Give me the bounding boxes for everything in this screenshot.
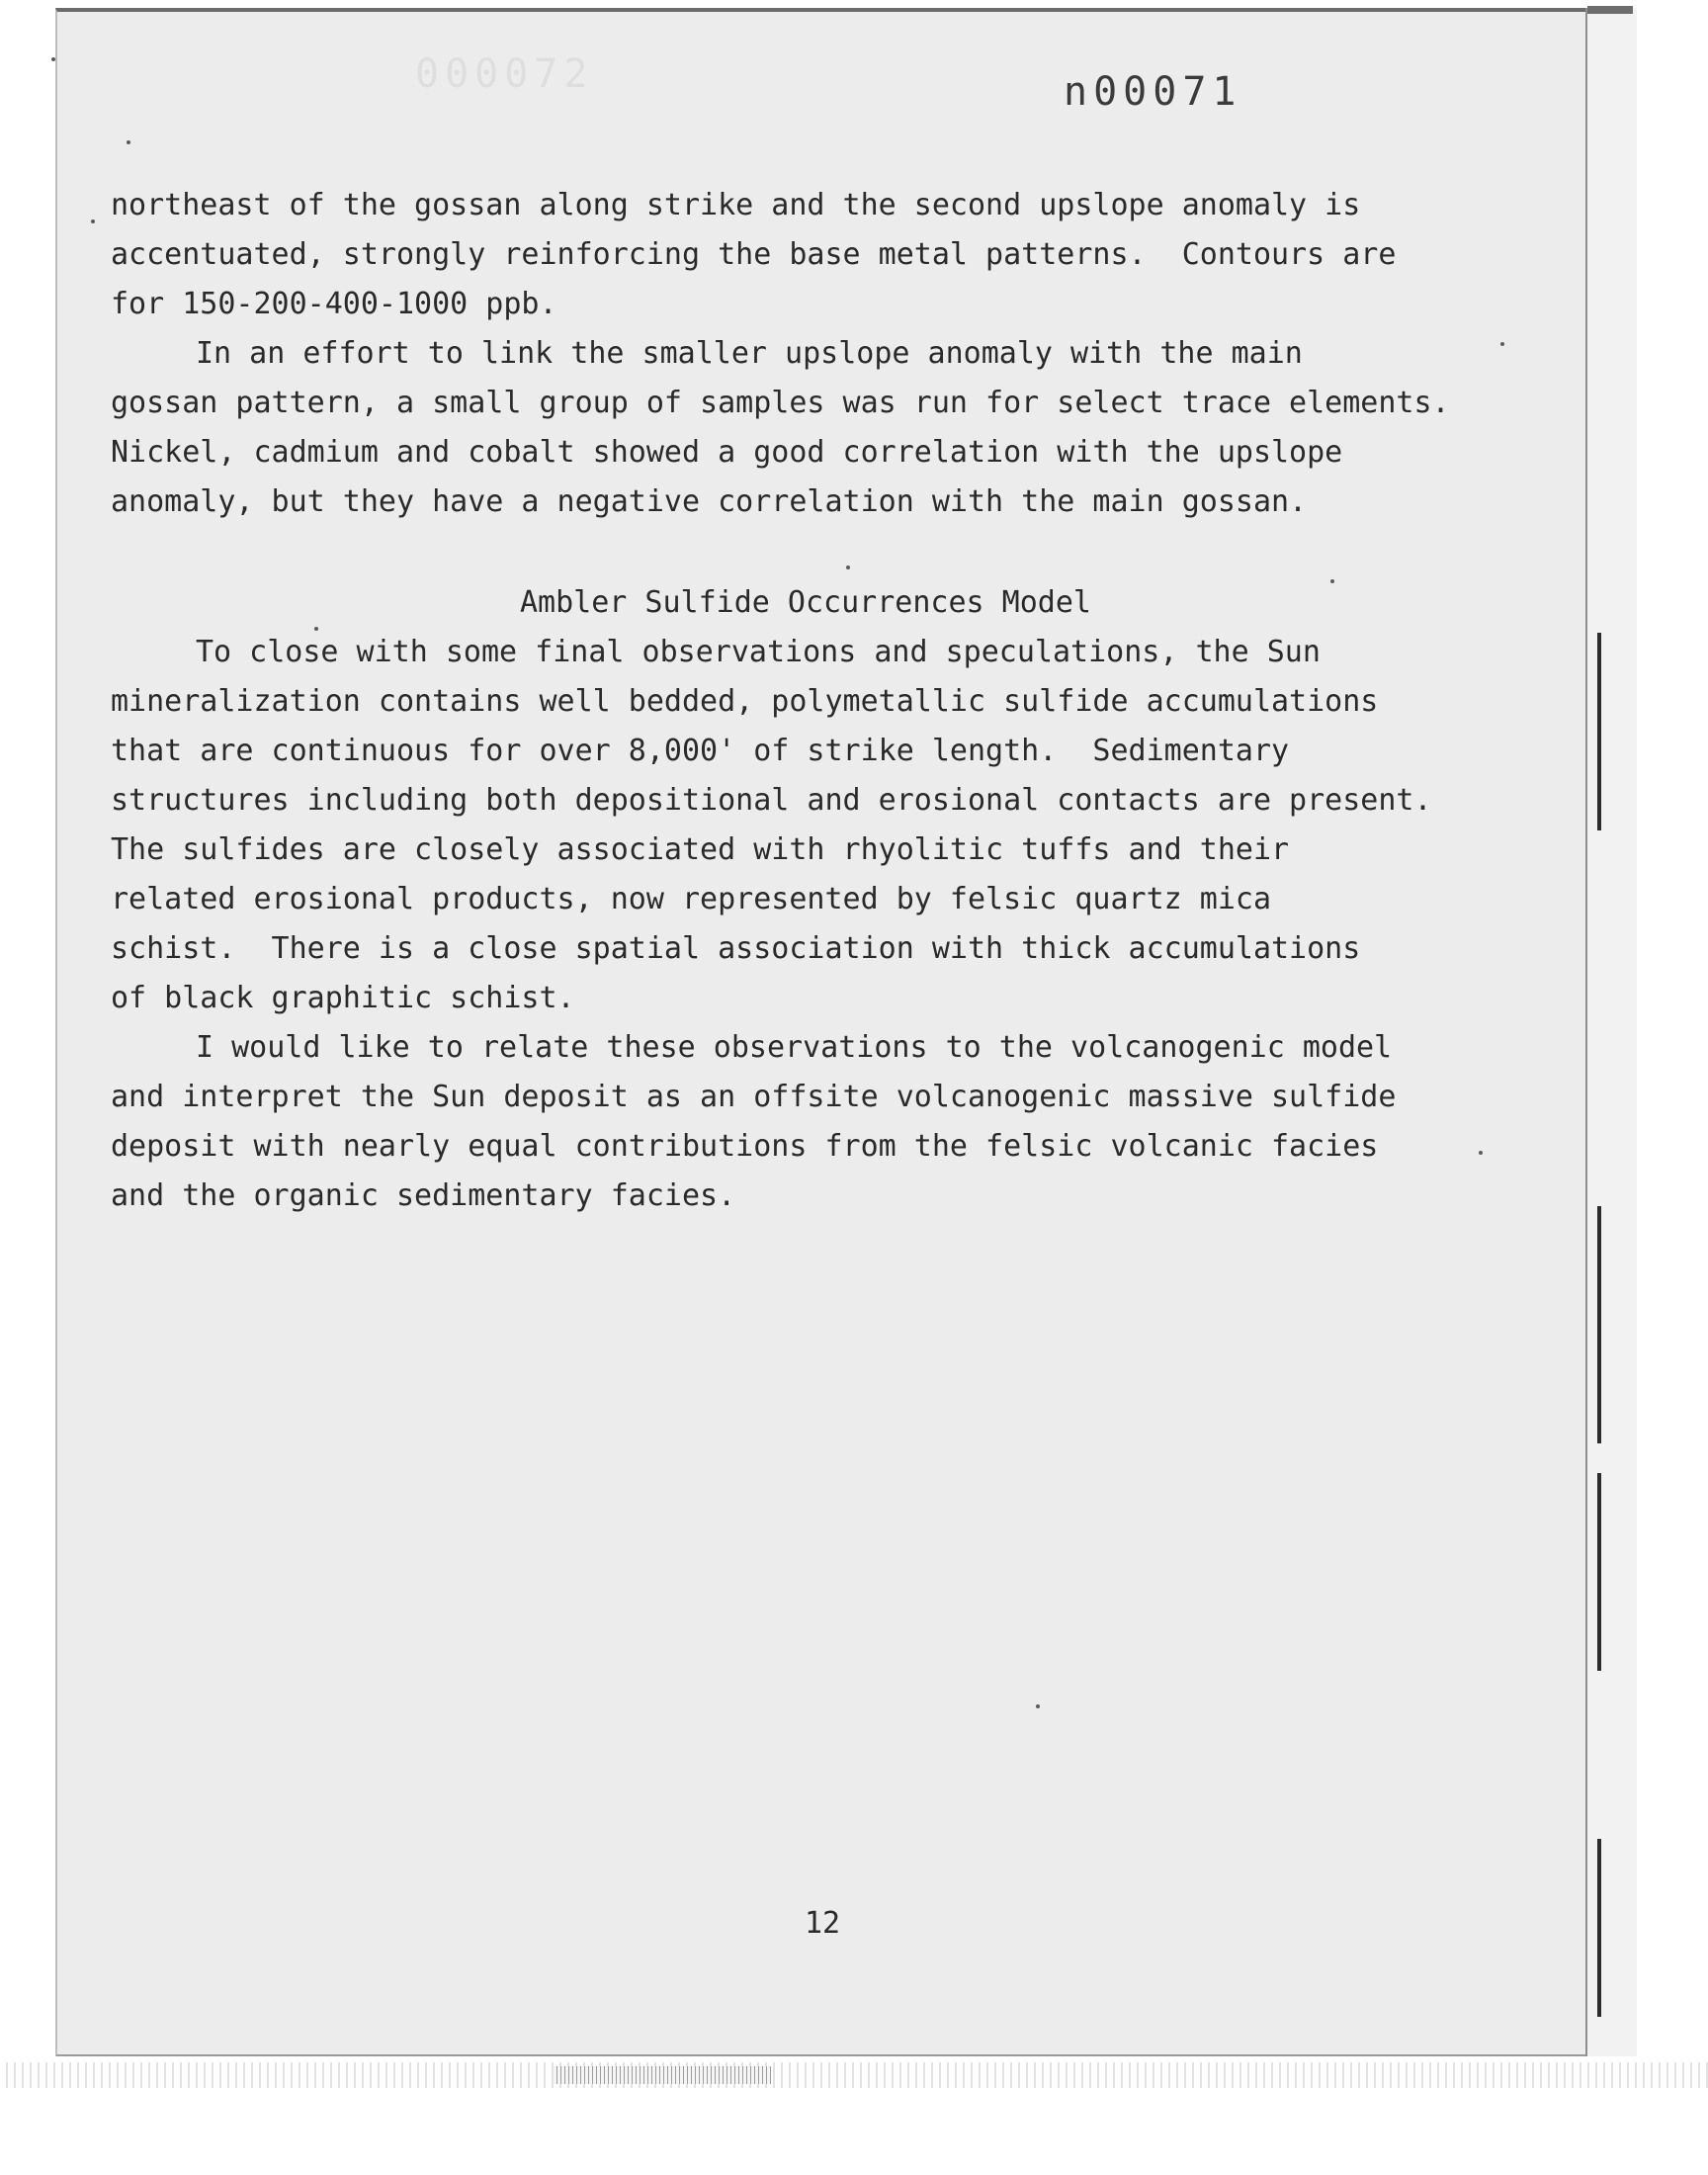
- body-line: The sulfides are closely associated with rhyolitic tuffs and their: [111, 832, 1290, 867]
- body-line: gossan pattern, a small group of samples was run for select trace elements.: [111, 386, 1450, 420]
- scan-edge-mark: [1597, 1839, 1601, 2017]
- body-line: I would like to relate these observations to the volcanogenic model: [196, 1030, 1393, 1065]
- scan-speck: [1479, 1151, 1483, 1155]
- body-line: anomaly, but they have a negative correlation with the main gossan.: [111, 484, 1308, 519]
- scan-speck: [127, 140, 130, 144]
- body-line: In an effort to link the smaller upslope anomaly with the main: [196, 336, 1303, 371]
- body-line: Nickel, cadmium and cobalt showed a good correlation with the upslope: [111, 435, 1343, 470]
- body-line: and interpret the Sun deposit as an offsite volcanogenic massive sulfide: [111, 1080, 1397, 1114]
- scan-speck: [314, 627, 318, 631]
- scan-bottom-strip-dark: [554, 2066, 771, 2084]
- scan-bottom-strip: [0, 2062, 1708, 2088]
- body-line: and the organic sedimentary facies.: [111, 1178, 736, 1213]
- body-line: structures including both depositional and erosional contacts are present.: [111, 783, 1432, 818]
- scan-edge-mark: [1597, 633, 1601, 830]
- scan-corner-tab: [1587, 6, 1633, 14]
- body-line: of black graphitic schist.: [111, 981, 575, 1015]
- body-line: To close with some final observations and speculations, the Sun: [196, 635, 1321, 669]
- page-number: 12: [805, 1906, 841, 1941]
- body-line: schist. There is a close spatial association with thick accumulations: [111, 931, 1361, 966]
- body-line: for 150-200-400-1000 ppb.: [111, 287, 557, 321]
- scan-speck: [91, 219, 95, 223]
- bleed-through-number: 000072: [415, 51, 594, 97]
- scan-edge-mark: [1597, 1473, 1601, 1671]
- body-line: related erosional products, now represented by felsic quartz mica: [111, 882, 1271, 916]
- document-number: n00071: [1064, 69, 1242, 115]
- scan-speck: [1036, 1704, 1040, 1708]
- scan-right-edge: [1585, 8, 1637, 2056]
- body-line: mineralization contains well bedded, polymetallic sulfide accumulations: [111, 684, 1379, 719]
- body-line: deposit with nearly equal contributions from the felsic volcanic facies: [111, 1129, 1379, 1164]
- scan-edge-mark: [1597, 1206, 1601, 1443]
- body-line: northeast of the gossan along strike and the second upslope anomaly is: [111, 188, 1361, 222]
- scan-speck: [1330, 579, 1334, 583]
- body-line: accentuated, strongly reinforcing the base metal patterns. Contours are: [111, 237, 1397, 272]
- section-heading: Ambler Sulfide Occurrences Model: [520, 585, 1091, 620]
- scan-speck: [51, 57, 55, 61]
- scan-speck: [1500, 342, 1504, 346]
- scan-speck: [846, 566, 850, 569]
- body-line: that are continuous for over 8,000' of strike length. Sedimentary: [111, 734, 1290, 768]
